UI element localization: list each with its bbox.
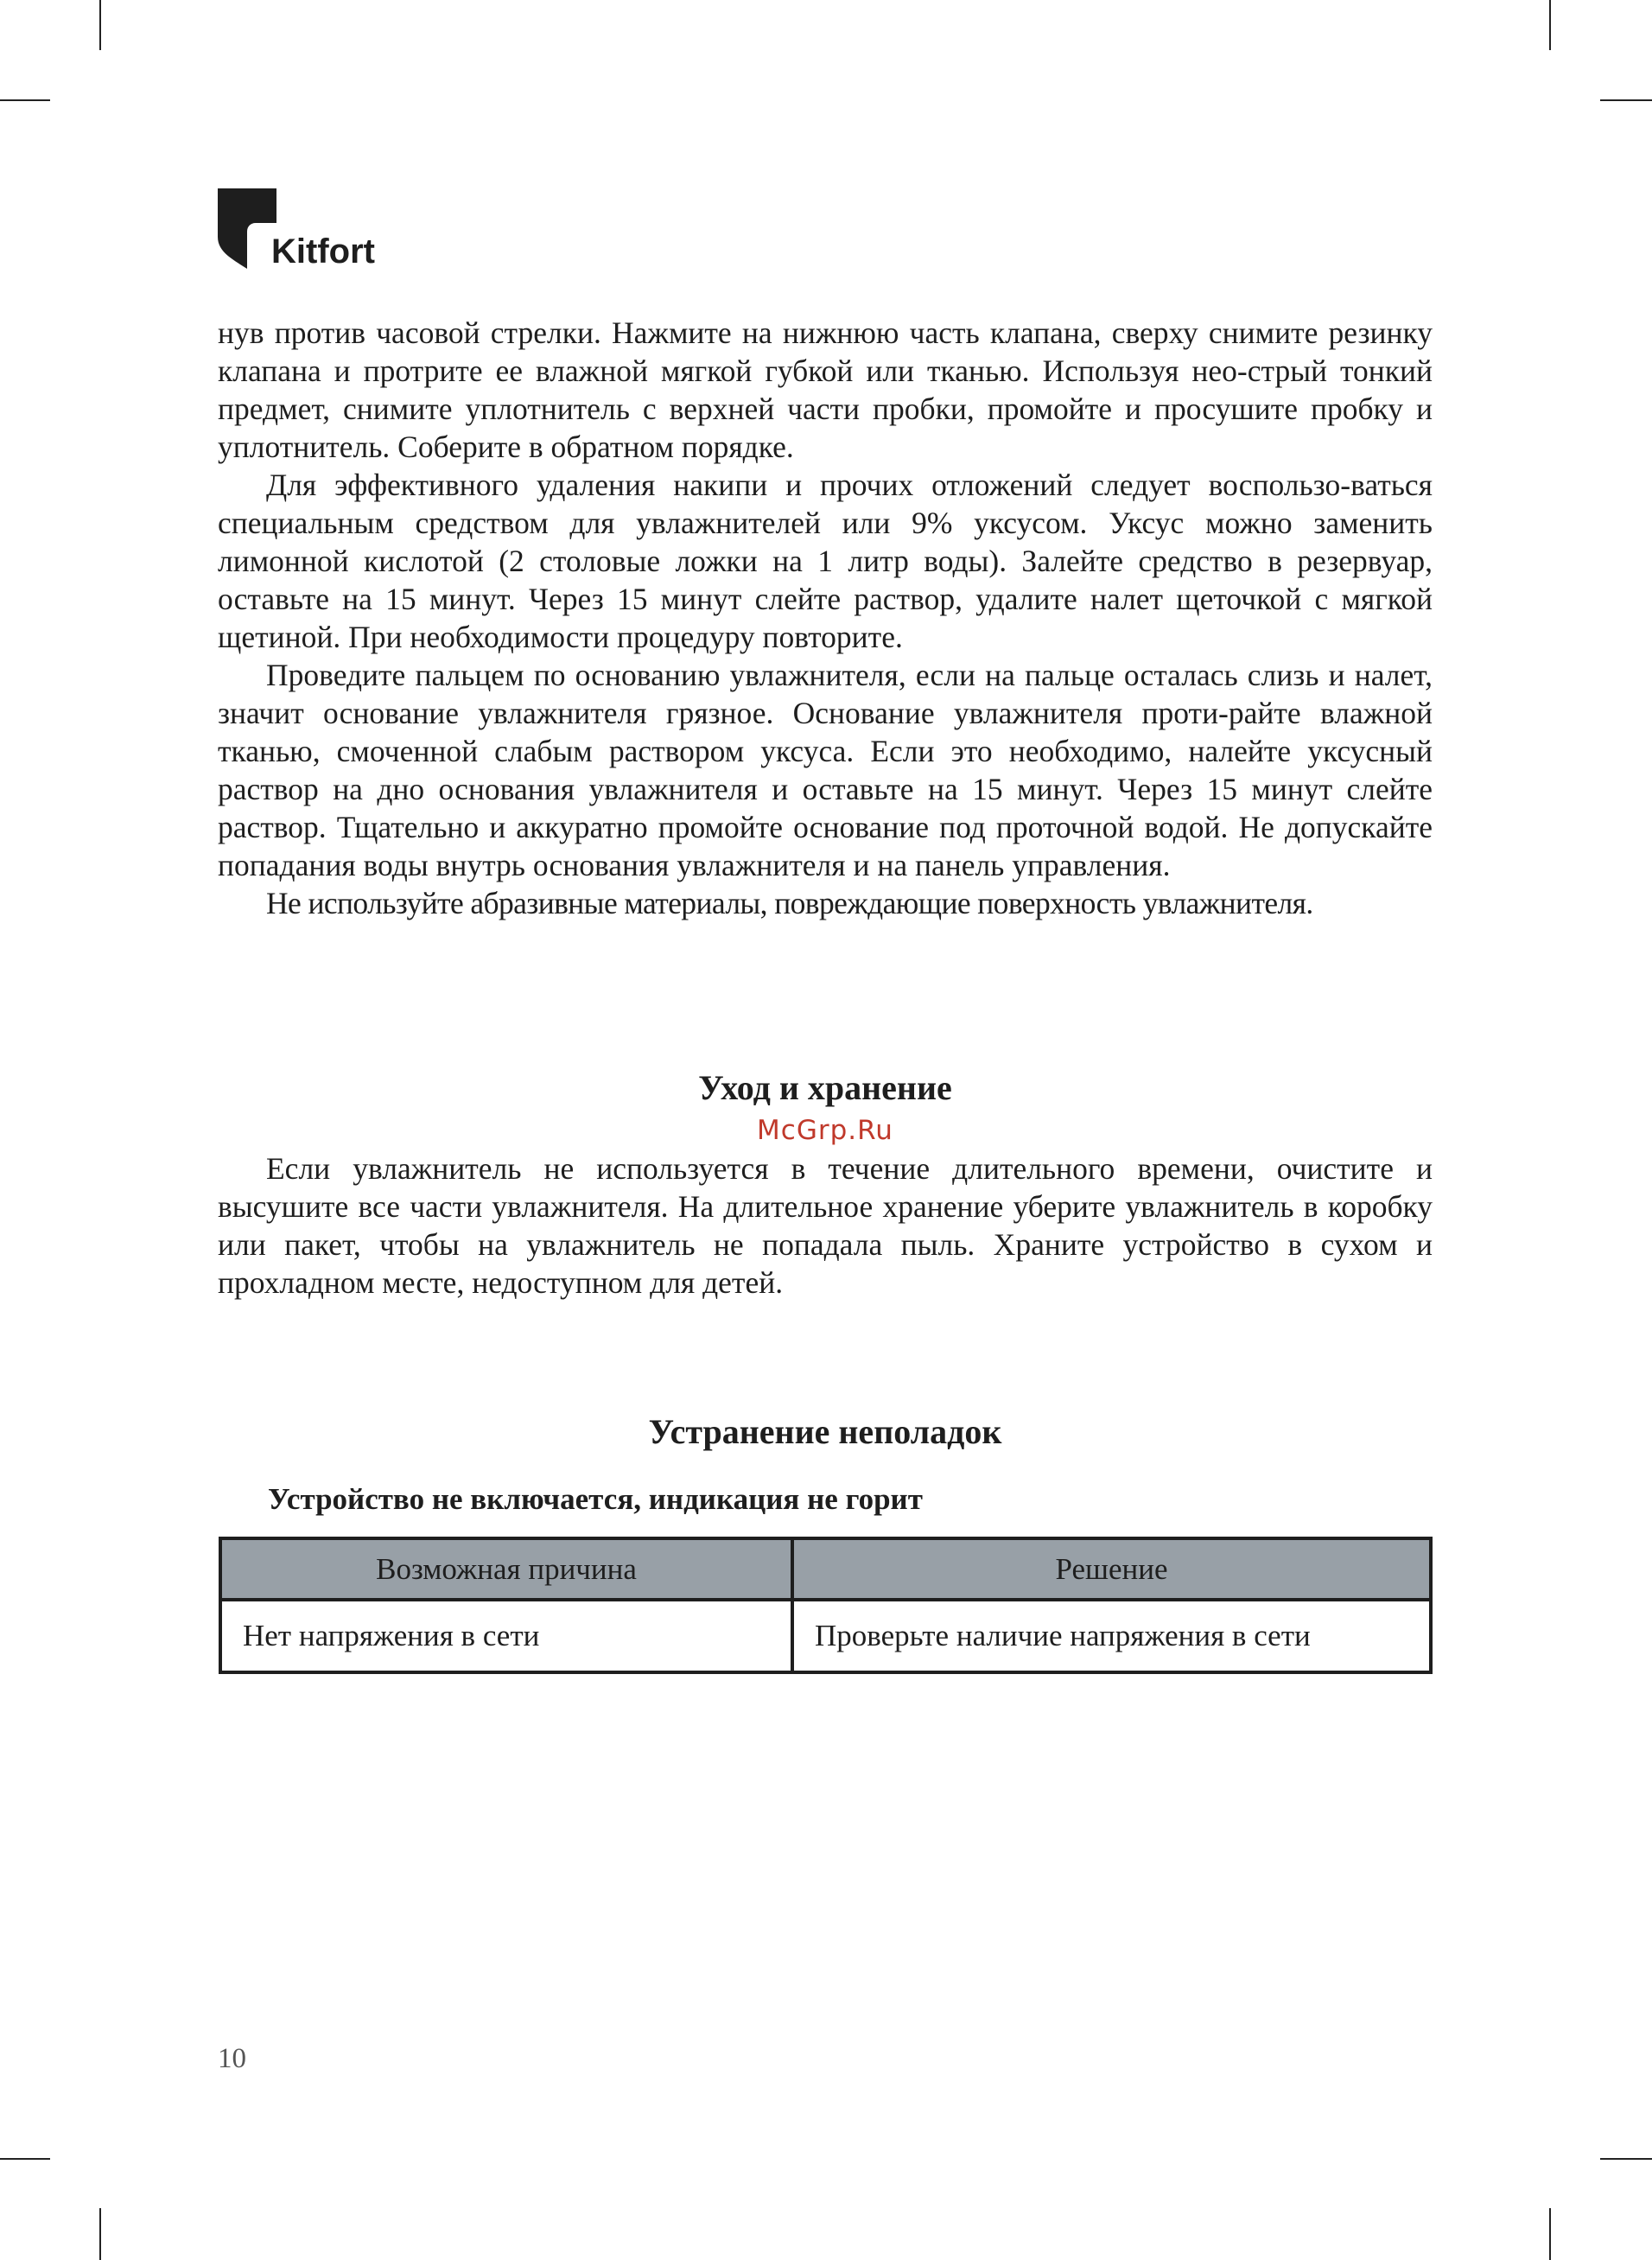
crop-mark [1600,99,1652,101]
table-header-cause: Возможная причина [220,1538,792,1600]
crop-mark [1549,0,1551,50]
section-title-troubleshooting: Устранение неполадок [648,1412,1002,1451]
care-text [218,1149,1433,1302]
troubleshooting-table [219,1537,1433,1674]
brand-logo [218,188,375,269]
crop-mark [1549,2208,1551,2260]
table-header-row [220,1538,1431,1600]
paragraph: Если увлажнитель не используется в течение длительного времени, очистите и высушите все части увлажнителя. На длительное хранение уберите увлажнитель в коробку или пакет, чтобы на увлажнитель не попадала пыль. Храните устройство в сухом и прохладном месте, недоступном для детей. [218,1151,1433,1300]
problem-title: Устройство не включается, индикация не горит [268,1482,923,1516]
instructions-text [218,314,1433,922]
crop-mark [0,99,50,101]
table-cell-cause: Нет напряжения в сети [220,1600,792,1672]
crop-mark [0,2158,50,2160]
table-cell-solution: Проверьте наличие напряжения в сети [792,1600,1431,1672]
page-number: 10 [218,2043,246,2074]
table-header-solution: Решение [792,1538,1431,1600]
paragraph: Не используйте абразивные материалы, повреждающие поверхность увлажнителя. [266,886,1313,920]
table-row [220,1600,1431,1672]
paragraph: Проведите пальцем по основанию увлажнителя, если на пальце осталась слизь и налет, значит основание увлажнителя грязное. Основание увлажнителя проти-райте влажной тканью, смоченной слабым раствором уксуса. Если это необходимо, налейте уксусный раствор на дно основания увлажнителя и оставьте на 15 минут. Через 15 минут слейте раствор. Тщательно и аккуратно промойте основание под проточной водой. Не допускайте попадания воды внутрь основания увлажнителя и на панель управления. [218,658,1433,882]
crop-mark [99,0,101,50]
paragraph: нув против часовой стрелки. Нажмите на нижнюю часть клапана, сверху снимите резинку клапана и протрите ее влажной мягкой губкой или тканью. Используя нео-стрый тонкий предмет, снимите уплотнитель с верхней части пробки, промойте и просушите пробку и уплотнитель. Соберите в обратном порядке. [218,315,1433,464]
section-title-care: Уход и хранение [698,1068,952,1107]
watermark: McGrp.Ru [757,1115,893,1146]
crop-mark [99,2208,101,2260]
kitfort-logo-icon [218,188,276,269]
brand-name: Kitfort [271,232,375,271]
paragraph: Для эффективного удаления накипи и прочих отложений следует воспользо-ваться специальным средством для увлажнителей или 9% уксусом. Уксус можно заменить лимонной кислотой (2 столовые ложки на 1 литр воды). Залейте средство в резервуар, оставьте на 15 минут. Через 15 минут слейте раствор, удалите налет щеточкой с мягкой щетиной. При необходимости процедуру повторите. [218,468,1433,654]
crop-mark [1600,2158,1652,2160]
